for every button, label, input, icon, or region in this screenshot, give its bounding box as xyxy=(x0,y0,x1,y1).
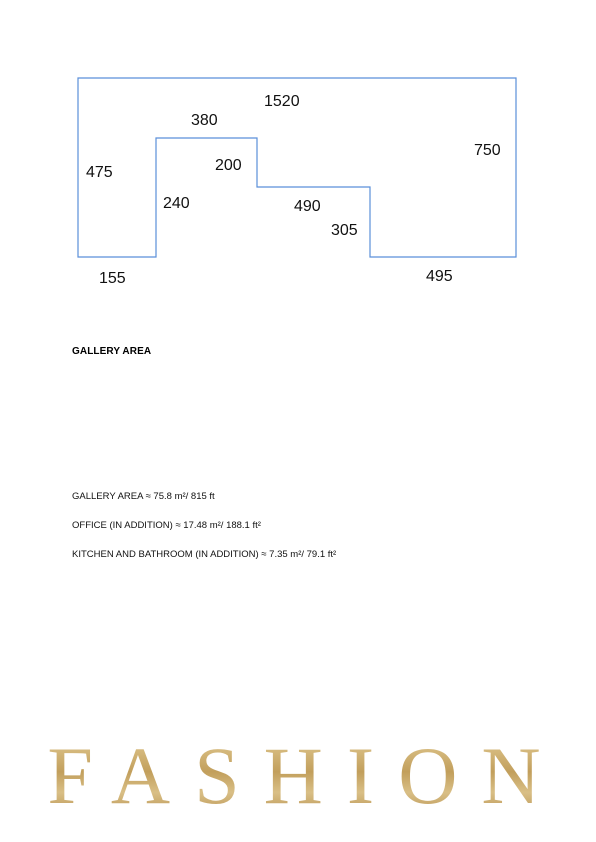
dimension-bottom-left: 155 xyxy=(99,270,126,287)
dimension-step-down: 305 xyxy=(331,222,358,239)
brand-wordmark: FASHION xyxy=(0,735,596,817)
dimension-inner-top: 380 xyxy=(191,112,218,129)
dimension-left: 475 xyxy=(86,164,113,181)
office-area-measurement: OFFICE (IN ADDITION) ≈ 17.48 m²/ 188.1 ft² xyxy=(72,520,261,531)
dimension-right: 750 xyxy=(474,142,501,159)
dimension-inner-left: 240 xyxy=(163,195,190,212)
gallery-area-measurement: GALLERY AREA ≈ 75.8 m²/ 815 ft xyxy=(72,491,215,502)
dimension-middle: 490 xyxy=(294,198,321,215)
floor-plan xyxy=(0,0,596,300)
section-title: GALLERY AREA xyxy=(72,346,152,357)
kitchen-bathroom-area-measurement: KITCHEN AND BATHROOM (IN ADDITION) ≈ 7.35 m²/ 79.1 ft² xyxy=(72,549,337,560)
dimension-bottom-right: 495 xyxy=(426,268,453,285)
dimension-inner-step: 200 xyxy=(215,157,242,174)
dimension-top: 1520 xyxy=(264,93,300,110)
faded-watermark xyxy=(40,686,380,726)
